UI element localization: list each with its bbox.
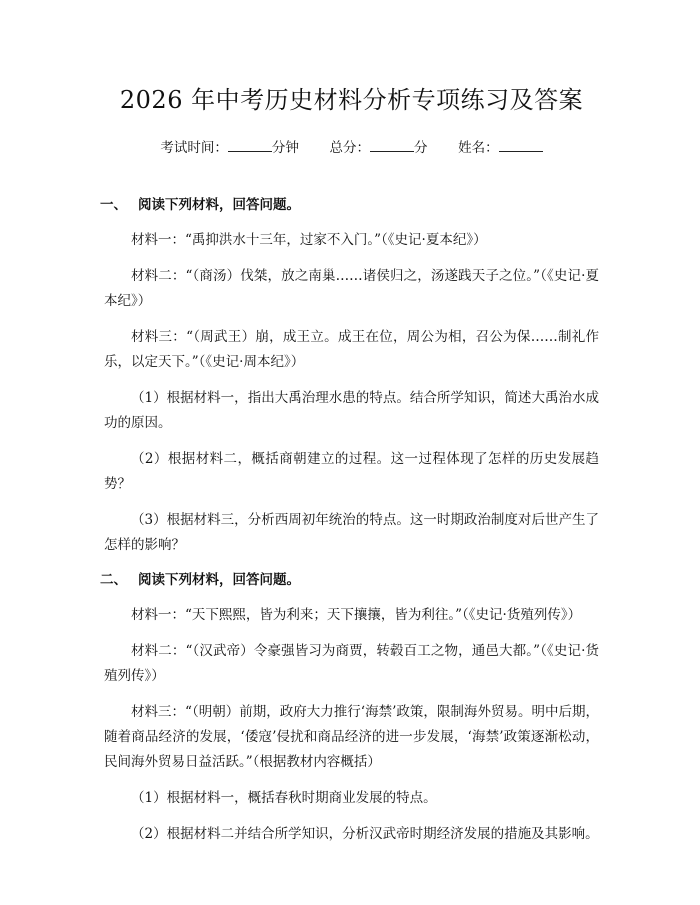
material-paragraph: 材料二：“（汉武帝）令豪强皆习为商贾，转毂百工之物，通邑大都。”（《史记·货殖列传》） xyxy=(104,643,599,684)
question-paragraph: （3）根据材料三，分析西周初年统治的特点。这一时期政治制度对后世产生了怎样的影响？ xyxy=(104,512,599,553)
section-heading xyxy=(100,569,599,591)
question-paragraph: （1）根据材料一，概括春秋时期商业发展的特点。 xyxy=(131,790,437,806)
score-unit: 分 xyxy=(414,140,428,156)
document-title: 2026 年中考历史材料分析专项练习及答案 xyxy=(119,86,584,114)
question-paragraph: （2）根据材料二，概括商朝建立的过程。这一过程体现了怎样的历史发展趋势？ xyxy=(104,451,599,492)
section-heading-text: 阅读下列材料，回答问题。 xyxy=(138,572,300,588)
material-paragraph: 材料三：“（周武王）崩，成王立。成王在位，周公为相，召公为保……制礼作乐，以定天下。”（《史记·周本纪》） xyxy=(104,329,599,370)
question-paragraph: （2）根据材料二并结合所学知识，分析汉武帝时期经济发展的措施及其影响。 xyxy=(131,826,599,842)
exam-info-line xyxy=(104,137,599,158)
material-paragraph: 材料一：“天下熙熙，皆为利来；天下攘攘，皆为利往。”（《史记·货殖列传》） xyxy=(131,607,582,623)
name-blank[interactable] xyxy=(499,137,543,152)
material-paragraph: 材料二：“（商汤）伐桀，放之南巢……诸侯归之，汤遂践天子之位。”（《史记·夏本纪》） xyxy=(104,268,599,309)
section-heading-text: 阅读下列材料，回答问题。 xyxy=(138,197,300,213)
material-paragraph: 材料一：“禹抑洪水十三年，过家不入门。”（《史记·夏本纪》） xyxy=(131,232,487,248)
section-number: 一、 xyxy=(100,197,127,213)
time-blank[interactable] xyxy=(228,137,272,152)
question-paragraph: （1）根据材料一，指出大禹治理水患的特点。结合所学知识，简述大禹治水成功的原因。 xyxy=(104,390,599,431)
section-heading xyxy=(100,194,599,216)
score-blank[interactable] xyxy=(370,137,414,152)
time-unit: 分钟 xyxy=(271,140,299,156)
section-number: 二、 xyxy=(100,572,127,588)
time-label: 考试时间： xyxy=(160,140,228,156)
section-2 xyxy=(100,569,599,847)
section-1 xyxy=(100,194,599,558)
material-paragraph: 材料三：“（明朝）前期，政府大力推行‘海禁’政策，限制海外贸易。明中后期，随着商品经济的发展，‘倭寇’侵扰和商品经济的进一步发展，‘海禁’政策逐渐松动，民间海外贸易日益活跃。”（根据教材内容概括） xyxy=(104,704,599,770)
name-label: 姓名： xyxy=(458,140,499,156)
score-label: 总分： xyxy=(329,140,370,156)
